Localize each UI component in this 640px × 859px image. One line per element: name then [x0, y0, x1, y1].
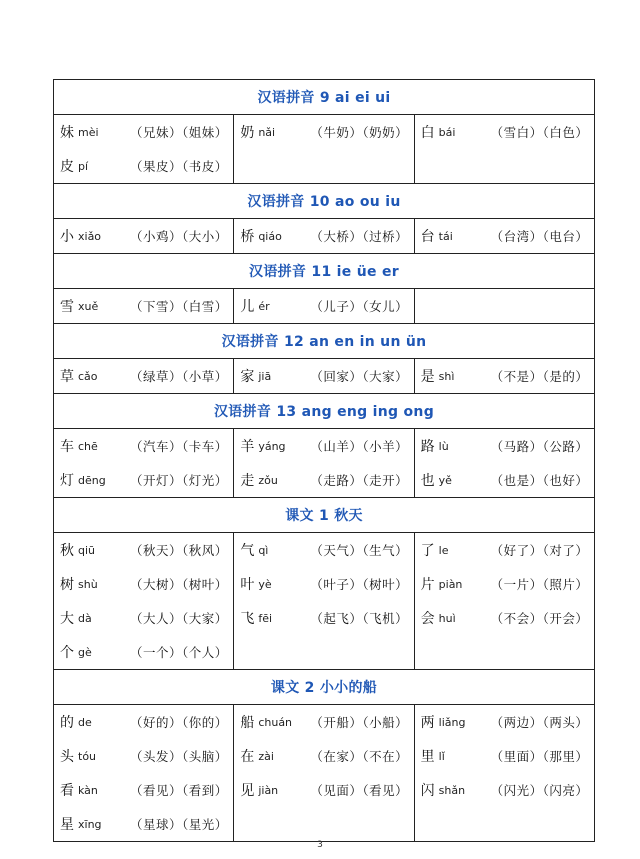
- character: 奶: [240, 125, 255, 141]
- section-title: 汉语拼音 10 ao ou iu: [54, 184, 594, 219]
- word-examples: （山羊）（小羊）: [310, 439, 409, 454]
- character-cell: [54, 429, 234, 497]
- pinyin: pí: [78, 159, 89, 173]
- pinyin: ér: [258, 299, 270, 313]
- word-examples: （两边）（两头）: [490, 715, 589, 730]
- section-title: 课文 1 秋天: [54, 498, 594, 533]
- character-cell: [54, 705, 234, 841]
- section-title: 课文 2 小小的船: [54, 670, 594, 705]
- character: 在: [240, 749, 255, 765]
- character-entry: [60, 705, 229, 739]
- pinyin: mèi: [78, 125, 99, 139]
- character-entry: [240, 219, 409, 253]
- character: 路: [420, 439, 435, 455]
- word-examples: （下雪）（白雪）: [130, 299, 228, 314]
- character: 片: [420, 577, 435, 593]
- pinyin: chē: [78, 439, 98, 453]
- pinyin: lǐ: [438, 749, 445, 763]
- section-title: 汉语拼音 9 ai ei ui: [54, 80, 594, 115]
- character: 会: [420, 611, 435, 627]
- pinyin: xiǎo: [78, 229, 102, 243]
- pinyin: xuě: [78, 299, 99, 313]
- word-examples: （头发）（头脑）: [130, 749, 228, 764]
- section-row: [54, 289, 594, 324]
- pinyin: yě: [438, 473, 452, 487]
- section-row: [54, 115, 594, 184]
- pinyin: cǎo: [78, 369, 98, 383]
- character-cell: [234, 359, 414, 393]
- word-examples: （开灯）（灯光）: [130, 473, 228, 488]
- word-examples: （里面）（那里）: [490, 749, 589, 764]
- pinyin: qiū: [78, 543, 96, 557]
- character-cell: [54, 115, 234, 183]
- pinyin: shì: [438, 369, 455, 383]
- character-entry: [240, 601, 409, 635]
- character-cell: [415, 289, 594, 323]
- character: 星: [60, 817, 74, 833]
- word-examples: （开船）（小船）: [310, 715, 409, 730]
- character-entry: [421, 567, 590, 601]
- vocabulary-table: [53, 79, 595, 842]
- word-examples: （大桥）（过桥）: [310, 229, 409, 244]
- section-row: [54, 359, 594, 394]
- character: 草: [60, 369, 74, 385]
- character: 白: [420, 125, 435, 141]
- word-examples: （看见）（看到）: [130, 783, 228, 798]
- character: 走: [240, 473, 255, 489]
- character-cell: [234, 289, 414, 323]
- word-examples: （在家）（不在）: [310, 749, 409, 764]
- character: 灯: [60, 473, 74, 489]
- section-row: [54, 705, 594, 841]
- character-entry: [240, 289, 409, 323]
- character-entry: [60, 773, 229, 807]
- character: 气: [240, 543, 255, 559]
- character: 里: [420, 749, 435, 765]
- section-title: 汉语拼音 12 an en in un ün: [54, 324, 594, 359]
- character-cell: [415, 115, 594, 183]
- word-examples: （大人）（大家）: [130, 611, 228, 626]
- word-examples: （不是）（是的）: [490, 369, 589, 384]
- character: 雪: [60, 299, 74, 315]
- character-entry: [240, 739, 409, 773]
- word-examples: （闪光）（闪亮）: [490, 783, 589, 798]
- character: 闪: [420, 783, 435, 799]
- word-examples: （天气）（生气）: [310, 543, 409, 558]
- character: 台: [420, 229, 435, 245]
- pinyin: piàn: [438, 577, 463, 591]
- character-entry: [421, 463, 590, 497]
- character-entry: [60, 533, 229, 567]
- character-cell: [54, 533, 234, 669]
- character-cell: [415, 359, 594, 393]
- section-row: [54, 219, 594, 254]
- word-examples: （也是）（也好）: [490, 473, 589, 488]
- pinyin: chuán: [258, 715, 293, 729]
- character-entry: [60, 429, 229, 463]
- character-entry: [421, 705, 590, 739]
- character-entry: [240, 115, 409, 149]
- section-row: [54, 533, 594, 670]
- pinyin: zǒu: [258, 473, 278, 487]
- word-examples: （好了）（对了）: [490, 543, 589, 558]
- pinyin: shǎn: [438, 783, 466, 797]
- character-cell: [234, 219, 414, 253]
- character: 也: [420, 473, 435, 489]
- pinyin: jiā: [258, 369, 272, 383]
- character-entry: [60, 635, 229, 669]
- character: 头: [60, 749, 74, 765]
- pinyin: kàn: [78, 783, 98, 797]
- pinyin: gè: [78, 645, 92, 659]
- word-examples: （一个）（个人）: [130, 645, 228, 660]
- character-cell: [415, 533, 594, 669]
- word-examples: （不会）（开会）: [490, 611, 589, 626]
- character-entry: [60, 807, 229, 841]
- word-examples: （大树）（树叶）: [130, 577, 228, 592]
- pinyin: liǎng: [438, 715, 466, 729]
- character-entry: [421, 601, 590, 635]
- character-cell: [415, 219, 594, 253]
- word-examples: （雪白）（白色）: [490, 125, 589, 140]
- character: 树: [60, 577, 74, 593]
- character-entry: [240, 463, 409, 497]
- character-entry: [421, 773, 590, 807]
- character: 的: [60, 715, 74, 731]
- character-entry: [60, 149, 229, 183]
- character-entry: [240, 705, 409, 739]
- character-entry: [240, 533, 409, 567]
- character-entry: [421, 115, 590, 149]
- word-examples: （儿子）（女儿）: [310, 299, 409, 314]
- pinyin: jiàn: [258, 783, 279, 797]
- character-cell: [415, 429, 594, 497]
- pinyin: bái: [438, 125, 456, 139]
- word-examples: （小鸡）（大小）: [130, 229, 228, 244]
- word-examples: （见面）（看见）: [310, 783, 409, 798]
- section-title: 汉语拼音 13 ang eng ing ong: [54, 394, 594, 429]
- word-examples: （绿草）（小草）: [130, 369, 228, 384]
- character-cell: [415, 705, 594, 841]
- character-cell: [234, 429, 414, 497]
- character: 叶: [240, 577, 255, 593]
- character-entry: [240, 567, 409, 601]
- pinyin: yè: [258, 577, 272, 591]
- character: 桥: [240, 229, 255, 245]
- pinyin: dà: [78, 611, 92, 625]
- character: 看: [60, 783, 74, 799]
- character-entry: [421, 219, 590, 253]
- character: 家: [240, 369, 255, 385]
- character-entry: [60, 115, 229, 149]
- character-entry: [421, 739, 590, 773]
- character-entry: [60, 567, 229, 601]
- word-examples: （好的）（你的）: [130, 715, 228, 730]
- character: 车: [60, 439, 74, 455]
- character: 大: [60, 611, 74, 627]
- pinyin: dēng: [78, 473, 106, 487]
- section-row: [54, 429, 594, 498]
- word-examples: （起飞）（飞机）: [310, 611, 409, 626]
- word-examples: （回家）（大家）: [310, 369, 409, 384]
- word-examples: （叶子）（树叶）: [310, 577, 409, 592]
- character-entry: [421, 359, 590, 393]
- word-examples: （星球）（星光）: [130, 817, 228, 832]
- character-entry: [240, 429, 409, 463]
- character: 是: [420, 369, 435, 385]
- character: 了: [420, 543, 435, 559]
- pinyin: huì: [438, 611, 456, 625]
- section-title: 汉语拼音 11 ie üe er: [54, 254, 594, 289]
- word-examples: （秋天）（秋风）: [130, 543, 228, 558]
- pinyin: nǎi: [258, 125, 276, 139]
- character-cell: [54, 359, 234, 393]
- pinyin: qiáo: [258, 229, 282, 243]
- word-examples: （果皮）（书皮）: [130, 159, 228, 174]
- character: 船: [240, 715, 255, 731]
- character: 妹: [60, 125, 74, 141]
- character-entry: [421, 533, 590, 567]
- word-examples: （牛奶）（奶奶）: [310, 125, 409, 140]
- character: 小: [60, 229, 74, 245]
- character: 飞: [240, 611, 255, 627]
- pinyin: qì: [258, 543, 269, 557]
- character: 见: [240, 783, 255, 799]
- character-cell: [54, 289, 234, 323]
- character-entry: [60, 601, 229, 635]
- pinyin: zài: [258, 749, 274, 763]
- word-examples: （汽车）（卡车）: [130, 439, 228, 454]
- word-examples: （兄妹）（姐妹）: [130, 125, 228, 140]
- character-cell: [234, 705, 414, 841]
- pinyin: de: [78, 715, 92, 729]
- character-entry: [60, 739, 229, 773]
- pinyin: xīng: [78, 817, 102, 831]
- character-cell: [54, 219, 234, 253]
- pinyin: yáng: [258, 439, 286, 453]
- character: 秋: [60, 543, 74, 559]
- character-entry: [60, 289, 229, 323]
- pinyin: shù: [78, 577, 98, 591]
- page-number: 3: [317, 840, 323, 850]
- word-examples: （走路）（走开）: [310, 473, 409, 488]
- character: 两: [420, 715, 435, 731]
- pinyin: lù: [438, 439, 449, 453]
- character-entry: [60, 359, 229, 393]
- character: 羊: [240, 439, 255, 455]
- pinyin: tái: [438, 229, 453, 243]
- character: 皮: [60, 159, 74, 175]
- character: 儿: [240, 299, 255, 315]
- character-entry: [421, 429, 590, 463]
- pinyin: le: [438, 543, 449, 557]
- word-examples: （台湾）（电台）: [490, 229, 589, 244]
- pinyin: fēi: [258, 611, 273, 625]
- character-entry: [60, 219, 229, 253]
- character-entry: [60, 463, 229, 497]
- character-cell: [234, 533, 414, 669]
- character-cell: [234, 115, 414, 183]
- character-entry: [240, 773, 409, 807]
- character-entry: [240, 359, 409, 393]
- word-examples: （马路）（公路）: [490, 439, 589, 454]
- word-examples: （一片）（照片）: [490, 577, 589, 592]
- pinyin: tóu: [78, 749, 97, 763]
- character: 个: [60, 645, 74, 661]
